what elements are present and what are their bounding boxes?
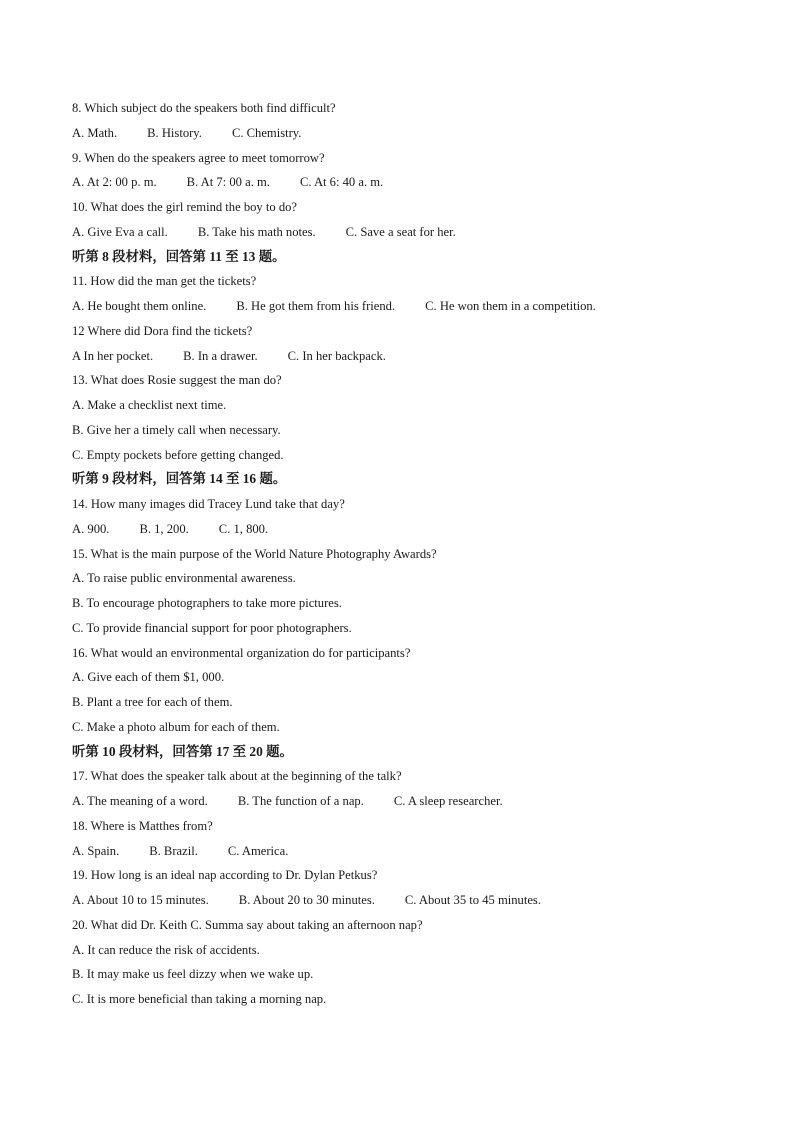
question-line: B. To encourage photographers to take more pictures. (72, 596, 342, 610)
answer-option: A. Give Eva a call. (72, 224, 168, 239)
answer-option: B. Take his math notes. (197, 224, 316, 239)
section-heading: 听第 10 段材料，回答第 17 至 20 题。 (72, 743, 293, 759)
question-line: A. Make a checklist next time. (72, 398, 227, 412)
answer-option: C. In her backpack. (287, 348, 386, 363)
answer-option: B. Brazil. (149, 843, 198, 858)
question-line: 12 Where did Dora find the tickets? (72, 323, 253, 338)
answer-option: C. America. (227, 843, 289, 858)
question-line: 13. What does Rosie suggest the man do? (72, 373, 282, 388)
answer-option: C. A sleep researcher. (393, 794, 503, 808)
answer-options-row (72, 121, 752, 146)
answer-option: B. At 7: 00 a. m. (186, 175, 270, 190)
question-line: 18. Where is Matthes from? (72, 818, 213, 833)
question-line: C. Empty pockets before getting changed. (72, 447, 284, 462)
answer-option: A In her pocket. (72, 348, 154, 363)
question-line: B. It may make us feel dizzy when we wake up. (72, 967, 314, 982)
answer-option: B. In a drawer. (183, 348, 258, 363)
question-line: A. Give each of them $1, 000. (72, 670, 225, 685)
question-line: 19. How long is an ideal nap according to Dr. Dylan Petkus? (72, 868, 378, 883)
answer-options-row (72, 789, 752, 814)
answer-option: C. Chemistry. (231, 125, 302, 140)
section-heading: 听第 9 段材料，回答第 14 至 16 题。 (72, 471, 287, 487)
section-heading: 听第 8 段材料，回答第 11 至 13 题。 (72, 248, 286, 264)
question-line: 14. How many images did Tracey Lund take that day? (72, 497, 345, 511)
document-page (72, 96, 752, 1012)
answer-option: C. 1, 800. (218, 521, 269, 536)
answer-option: A. Spain. (72, 843, 120, 858)
answer-options-row (72, 170, 752, 195)
question-line: 17. What does the speaker talk about at the beginning of the talk? (72, 769, 402, 784)
question-line: 15. What is the main purpose of the World Nature Photography Awards? (72, 546, 437, 561)
question-line: 10. What does the girl remind the boy to do? (72, 200, 298, 214)
question-line: 11. How did the man get the tickets? (72, 274, 257, 289)
answer-option: A. The meaning of a word. (72, 794, 208, 808)
question-line: C. Make a photo album for each of them. (72, 719, 280, 734)
answer-option: C. He won them in a competition. (425, 299, 596, 313)
answer-options-row (72, 344, 752, 369)
question-line: 8. Which subject do the speakers both find difficult? (72, 101, 336, 115)
question-line: C. It is more beneficial than taking a morning nap. (72, 992, 327, 1006)
answer-option: B. He got them from his friend. (236, 299, 396, 313)
answer-option: A. Math. (72, 125, 118, 140)
question-line: C. To provide financial support for poor photographers. (72, 620, 352, 635)
answer-options-row (72, 294, 752, 319)
question-line: 16. What would an environmental organization do for participants? (72, 645, 411, 660)
question-line: A. To raise public environmental awareness. (72, 571, 296, 586)
question-line: B. Plant a tree for each of them. (72, 695, 233, 709)
answer-options-row (72, 220, 752, 245)
answer-option: A. At 2: 00 p. m. (72, 175, 157, 190)
question-line: B. Give her a timely call when necessary. (72, 422, 281, 437)
answer-option: C. At 6: 40 a. m. (299, 175, 384, 190)
question-line: A. It can reduce the risk of accidents. (72, 942, 260, 957)
question-line: 20. What did Dr. Keith C. Summa say about taking an afternoon nap? (72, 917, 423, 932)
answer-option: A. 900. (72, 521, 110, 536)
answer-option: A. He bought them online. (72, 299, 207, 313)
answer-option: A. About 10 to 15 minutes. (72, 893, 209, 907)
answer-options-row (72, 517, 752, 542)
answer-options-row (72, 888, 752, 913)
answer-options-row (72, 839, 752, 864)
answer-option: C. About 35 to 45 minutes. (404, 893, 541, 907)
question-line: 9. When do the speakers agree to meet tomorrow? (72, 150, 325, 165)
answer-option: B. About 20 to 30 minutes. (238, 893, 375, 907)
answer-option: C. Save a seat for her. (345, 224, 456, 239)
answer-option: B. 1, 200. (139, 521, 189, 536)
answer-option: B. The function of a nap. (237, 794, 364, 808)
answer-option: B. History. (147, 125, 202, 140)
